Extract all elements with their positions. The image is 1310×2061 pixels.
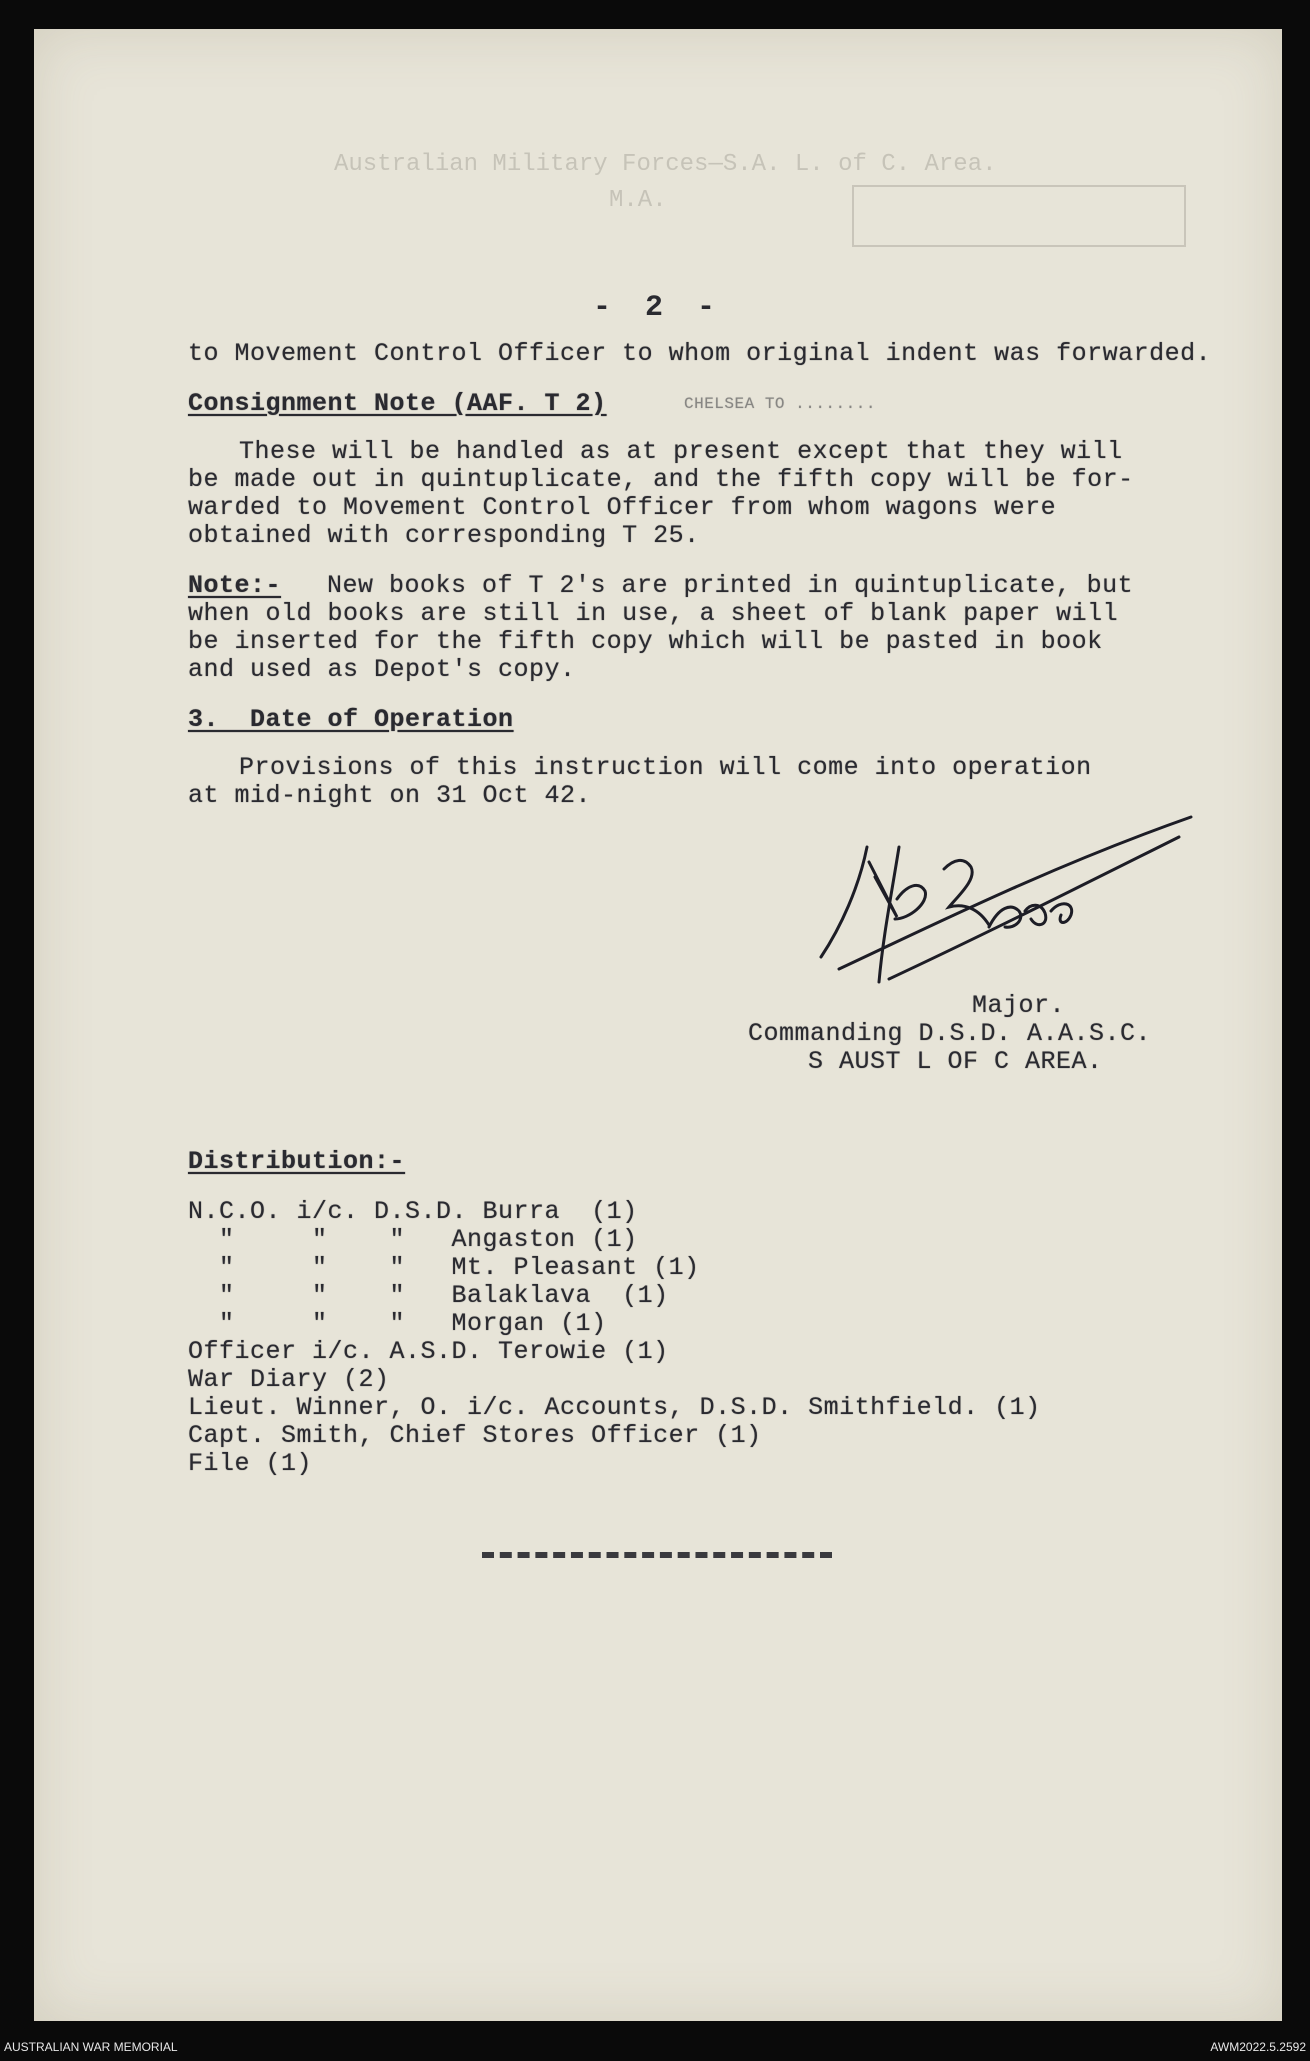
consignment-heading: Consignment Note (AAF. T 2) [188, 389, 607, 418]
paragraph-line-2: be made out in quintuplicate, and the fifth copy will be for- [188, 465, 1134, 494]
footer-catalogue-id: AWM2022.5.2592 [1210, 2040, 1306, 2054]
note-line-3: be inserted for the fifth copy which will be pasted in book [188, 627, 1103, 656]
distribution-row: " " " Angaston (1) [188, 1225, 638, 1254]
signatory-unit-line-1: Commanding D.S.D. A.A.S.C. [748, 1019, 1152, 1048]
distribution-row: N.C.O. i/c. D.S.D. Burra (1) [188, 1197, 638, 1226]
section-heading: 3. Date of Operation [188, 705, 514, 734]
signature-image [779, 807, 1199, 1007]
note-line-2: when old books are still in use, a sheet of blank paper will [188, 599, 1119, 628]
distribution-row: Lieut. Winner, O. i/c. Accounts, D.S.D. Smithfield. (1) [188, 1393, 1041, 1422]
note-label: Note:- [188, 571, 282, 600]
paragraph-line-3: warded to Movement Control Officer from whom wagons were [188, 493, 1057, 522]
document-page [34, 29, 1282, 2021]
end-separator-line [482, 1552, 832, 1558]
signatory-rank: Major. [972, 991, 1066, 1020]
distribution-row: Capt. Smith, Chief Stores Officer (1) [188, 1421, 762, 1450]
distribution-row: " " " Morgan (1) [188, 1309, 607, 1338]
distribution-row: " " " Balaklava (1) [188, 1281, 669, 1310]
signatory-unit-line-2: S AUST L OF C AREA. [808, 1047, 1103, 1076]
bleed-through-initials: M.A. [609, 187, 667, 214]
note-line-1: New books of T 2's are printed in quintuplicate, but [296, 571, 1134, 600]
text-line-1: to Movement Control Officer to whom original indent was forwarded. [188, 339, 1212, 368]
faint-stamp-box [852, 185, 1186, 247]
distribution-row: War Diary (2) [188, 1365, 390, 1394]
section-line-2: at mid-night on 31 Oct 42. [188, 781, 592, 810]
note-line-4: and used as Depot's copy. [188, 655, 576, 684]
page-number: - 2 - [592, 291, 723, 325]
consignment-stamp: CHELSEA TO ........ [684, 395, 876, 413]
distribution-row: File (1) [188, 1449, 313, 1478]
footer-institution: AUSTRALIAN WAR MEMORIAL [4, 2040, 178, 2054]
section-line-1: Provisions of this instruction will come into operation [239, 753, 1092, 782]
bleed-through-header: Australian Military Forces—S.A. L. of C. Area. [334, 151, 997, 178]
distribution-heading: Distribution:- [188, 1147, 406, 1176]
paragraph-line-4: obtained with corresponding T 25. [188, 521, 700, 550]
distribution-row: " " " Mt. Pleasant (1) [188, 1253, 700, 1282]
paragraph-line-1: These will be handled as at present except that they will [239, 437, 1123, 466]
distribution-row: Officer i/c. A.S.D. Terowie (1) [188, 1337, 669, 1366]
